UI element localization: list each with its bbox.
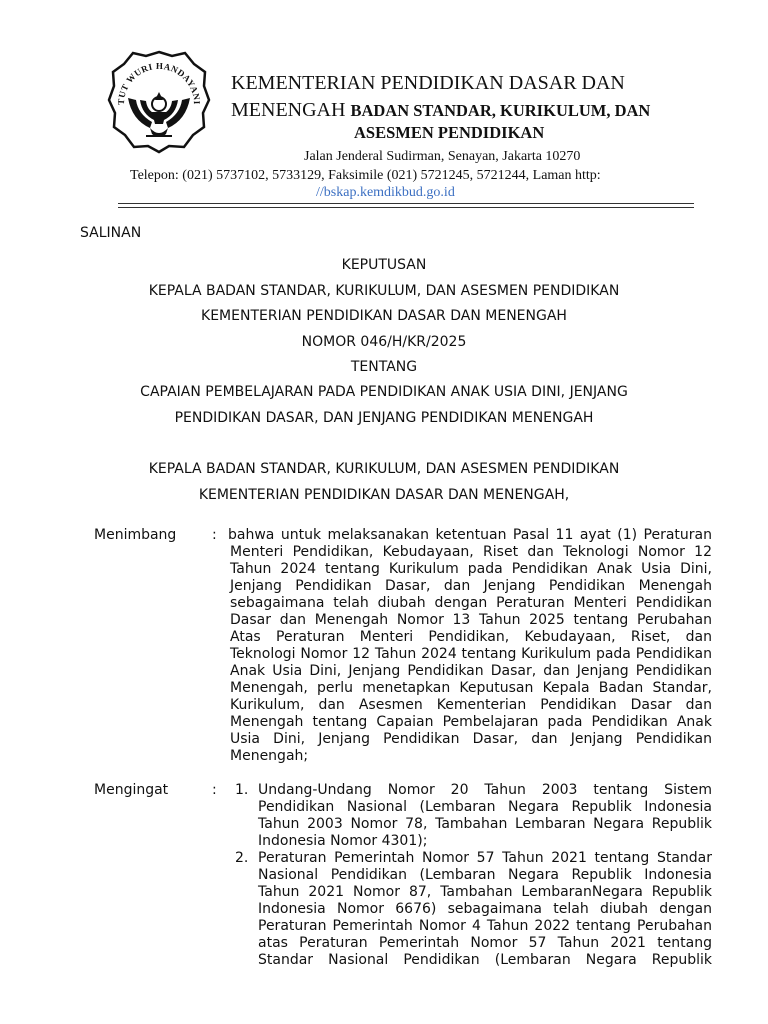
letterhead-divider-top [118, 203, 694, 204]
decree-subject-line1: CAPAIAN PEMBELAJARAN PADA PENDIDIKAN ANAK USIA DINI, JENJANG [140, 384, 628, 400]
menimbang-colon: : [212, 527, 217, 543]
mengingat-item-2-number: 2. [235, 850, 249, 866]
decree-subject-line2: PENDIDIKAN DASAR, DAN JENJANG PENDIDIKAN MENENGAH [174, 410, 594, 426]
letterhead-divider-bottom [118, 207, 694, 208]
svg-text:TUT WURI HANDAYANI: TUT WURI HANDAYANI [115, 60, 203, 106]
agency-name-line1: BADAN STANDAR, KURIKULUM, DAN [350, 101, 651, 120]
website-link[interactable]: //bskap.kemdikbud.go.id [316, 185, 455, 200]
mengingat-item-1-text: Undang-Undang Nomor 20 Tahun 2003 tentang Sistem Pendidikan Nasional (Lembaran Negara Republik Indonesia Tahun 2003 Nomor 78, Tambahan Lembaran Negara Republik Indonesia Nomor 4301); [258, 782, 712, 849]
mengingat-item-1-number: 1. [235, 782, 249, 798]
menimbang-label: Menimbang [94, 527, 177, 543]
decree-about: TENTANG [350, 359, 418, 375]
tut-wuri-handayani-logo-icon [106, 48, 212, 154]
decree-issuer-line1: KEPALA BADAN STANDAR, KURIKULUM, DAN ASESMEN PENDIDIKAN [148, 283, 620, 299]
mengingat-label: Mengingat [94, 782, 169, 798]
signatory-line1: KEPALA BADAN STANDAR, KURIKULUM, DAN ASESMEN PENDIDIKAN [148, 461, 620, 477]
mengingat-colon: : [212, 782, 217, 798]
decree-title: KEPUTUSAN [341, 257, 427, 273]
decree-issuer-line2: KEMENTERIAN PENDIDIKAN DASAR DAN MENENGAH [201, 308, 567, 324]
signatory-line2: KEMENTERIAN PENDIDIKAN DASAR DAN MENENGAH, [198, 487, 570, 503]
mengingat-item-2-text: Peraturan Pemerintah Nomor 57 Tahun 2021 tentang Standar Nasional Pendidikan (Lembaran Negara Republik Indonesia Tahun 2021 Nomor 87, Tambahan LembaranNegara Republik Indonesia Nomor 6676) sebagaimana telah diubah dengan Peraturan Pemerintah Nomor 4 Tahun 2022 tentang Perubahan atas Peraturan Pemerintah Nomor 57 Tahun 2021 tentang Standar Nasional Pendidikan (Lembaran Negara Republik [258, 850, 712, 968]
contact-line: Telepon: (021) 5737102, 5733129, Faksimile (021) 5721245, 5721244, Laman http: [130, 168, 601, 183]
agency-name-line2: ASESMEN PENDIDIKAN [354, 123, 545, 142]
ministry-name-line2 [231, 99, 650, 122]
ministry-name-line2-text: MENENGAH [231, 99, 346, 121]
address-line: Jalan Jenderal Sudirman, Senayan, Jakarta 10270 [304, 149, 581, 164]
ministry-name-line1: KEMENTERIAN PENDIDIKAN DASAR DAN [231, 72, 625, 94]
copy-marker: SALINAN [80, 225, 142, 241]
decree-number: NOMOR 046/H/KR/2025 [301, 334, 467, 350]
menimbang-text: bahwa untuk melaksanakan ketentuan Pasal 11 ayat (1) Peraturan Menteri Pendidikan, Kebudayaan, Riset dan Teknologi Nomor 12 Tahun 2024 tentang Kurikulum pada Pendidikan Anak Usia Dini, Jenjang Pendidikan Dasar, dan Jenjang Pendidikan Menengah sebagaimana telah diubah dengan Peraturan Menteri Pendidikan Dasar dan Menengah Nomor 13 Tahun 2025 tentang Perubahan Atas Peraturan Menteri Pendidikan, Kebudayaan, Riset, dan Teknologi Nomor 12 Tahun 2024 tentang Kurikulum pada Pendidikan Anak Usia Dini, Jenjang Pendidikan Dasar, dan Jenjang Pendidikan Menengah, perlu menetapkan Keputusan Kepala Badan Standar, Kurikulum, dan Asesmen Kementerian Pendidikan Dasar dan Menengah tentang Capaian Pembelajaran pada Pendidikan Anak Usia Dini, Jenjang Pendidikan Dasar, dan Jenjang Pendidikan Menengah; [228, 527, 712, 764]
